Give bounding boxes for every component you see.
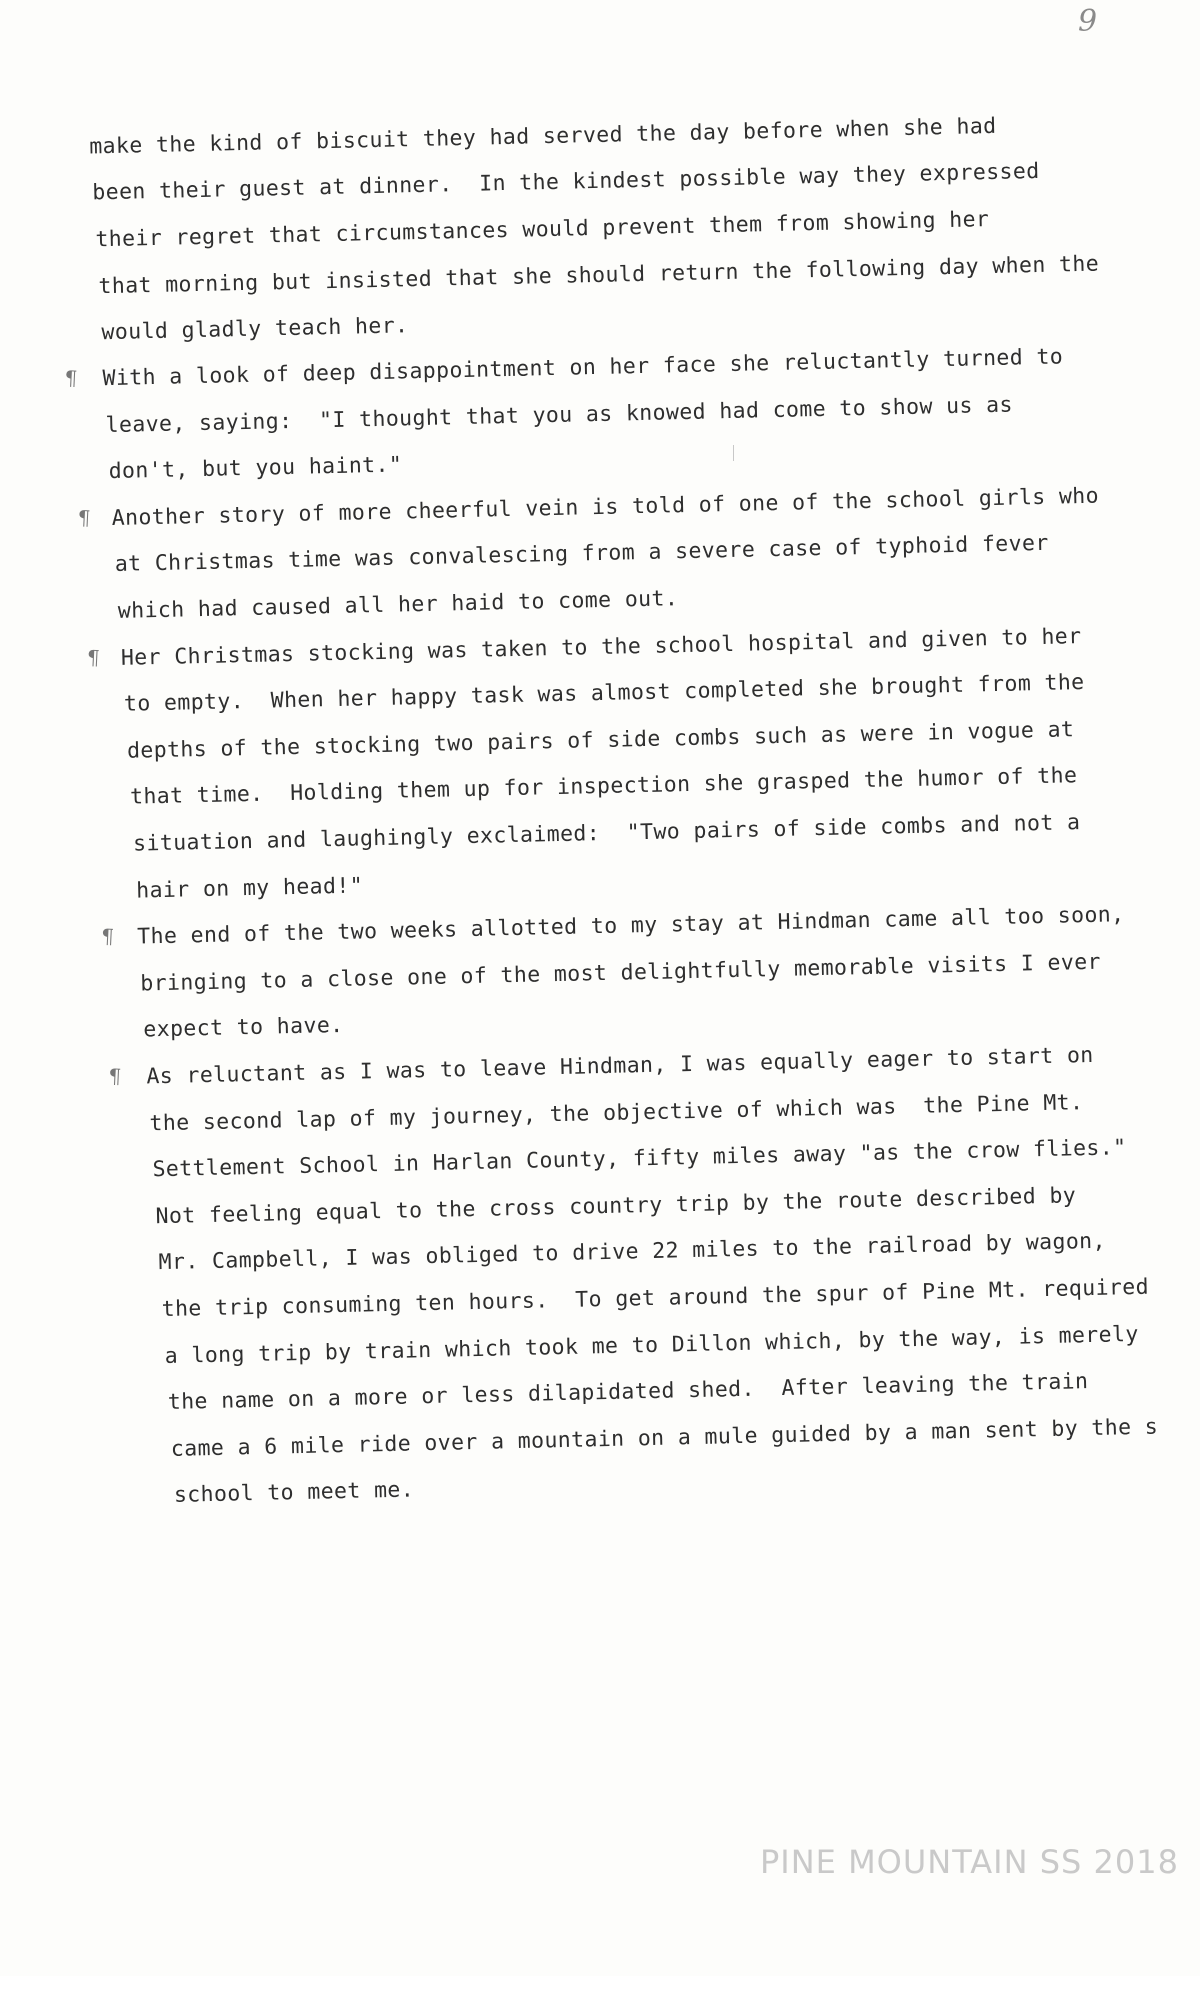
text-line: Another story of more cheerful vein is told of one of the school girls who	[111, 483, 1100, 532]
text-line: came a 6 mile ride over a mountain on a mule guided by a man sent by the s	[170, 1414, 1159, 1462]
text-line: been their guest at dinner. In the kindest possible way they expressed	[92, 158, 1040, 206]
text-line: school to meet me.	[173, 1477, 415, 1508]
text-line: hair on my head!"	[135, 873, 364, 904]
text-line: don't, but you haint."	[108, 452, 403, 485]
text-line: Mr. Campbell, I was obliged to drive 22 miles to the railroad by wagon,	[158, 1228, 1107, 1276]
paragraph-mark: ¶	[77, 505, 92, 530]
text-line: the second lap of my journey, the objective of which was the Pine Mt.	[149, 1090, 1084, 1137]
text-line: their regret that circumstances would prevent them from showing her	[95, 207, 990, 253]
text-line: make the kind of biscuit they had served the day before when she had	[89, 113, 997, 160]
text-line: to empty. When her happy task was almost completed she brought from the	[123, 670, 1085, 717]
text-line: which had caused all her haid to come out.	[117, 586, 679, 624]
text-line: depths of the stocking two pairs of side combs such as were in vogue at	[126, 717, 1075, 764]
text-line: bringing to a close one of the most delightfully memorable visits I ever	[140, 949, 1102, 997]
text-line: leave, saying: "I thought that you as knowed had come to show us as	[105, 392, 1014, 439]
text-line: Her Christmas stocking was taken to the school hospital and given to her	[120, 624, 1082, 671]
text-line: With a look of deep disappointment on her face she reluctantly turned to	[102, 344, 1064, 392]
paragraph-mark: ¶	[86, 645, 101, 670]
text-line: situation and laughingly exclaimed: "Two pairs of side combs and not a	[132, 810, 1081, 857]
archive-watermark: PINE MOUNTAIN SS 2018	[760, 1843, 1179, 1881]
text-line: that time. Holding them up for inspection she grasped the humor of the	[129, 763, 1078, 810]
text-line: Settlement School in Harlan County, fifty miles away "as the crow flies."	[152, 1135, 1127, 1183]
text-line: a long trip by train which took me to Dillon which, by the way, is merely	[164, 1321, 1139, 1370]
text-line: that morning but insisted that she should return the following day when the	[98, 251, 1100, 300]
paragraph-mark: ¶	[107, 1063, 122, 1089]
page-number: 9	[1078, 4, 1098, 39]
text-line: expect to have.	[143, 1012, 344, 1043]
text-line: The end of the two weeks allotted to my stay at Hindman came all too soon,	[136, 902, 1125, 950]
text-line: the name on a more or less dilapidated shed. After leaving the train	[167, 1369, 1089, 1415]
text-line: the trip consuming ten hours. To get around the spur of Pine Mt. required	[161, 1274, 1150, 1323]
text-line: Not feeling equal to the cross country trip by the route described by	[155, 1183, 1077, 1230]
text-line: would gladly teach her.	[101, 313, 409, 346]
paragraph-mark: ¶	[100, 923, 115, 949]
text-line: at Christmas time was convalescing from a severe case of typhoid fever	[114, 530, 1049, 577]
text-line: As reluctant as I was to leave Hindman, I was equally eager to start on	[146, 1042, 1094, 1090]
paragraph-mark: ¶	[63, 365, 78, 391]
